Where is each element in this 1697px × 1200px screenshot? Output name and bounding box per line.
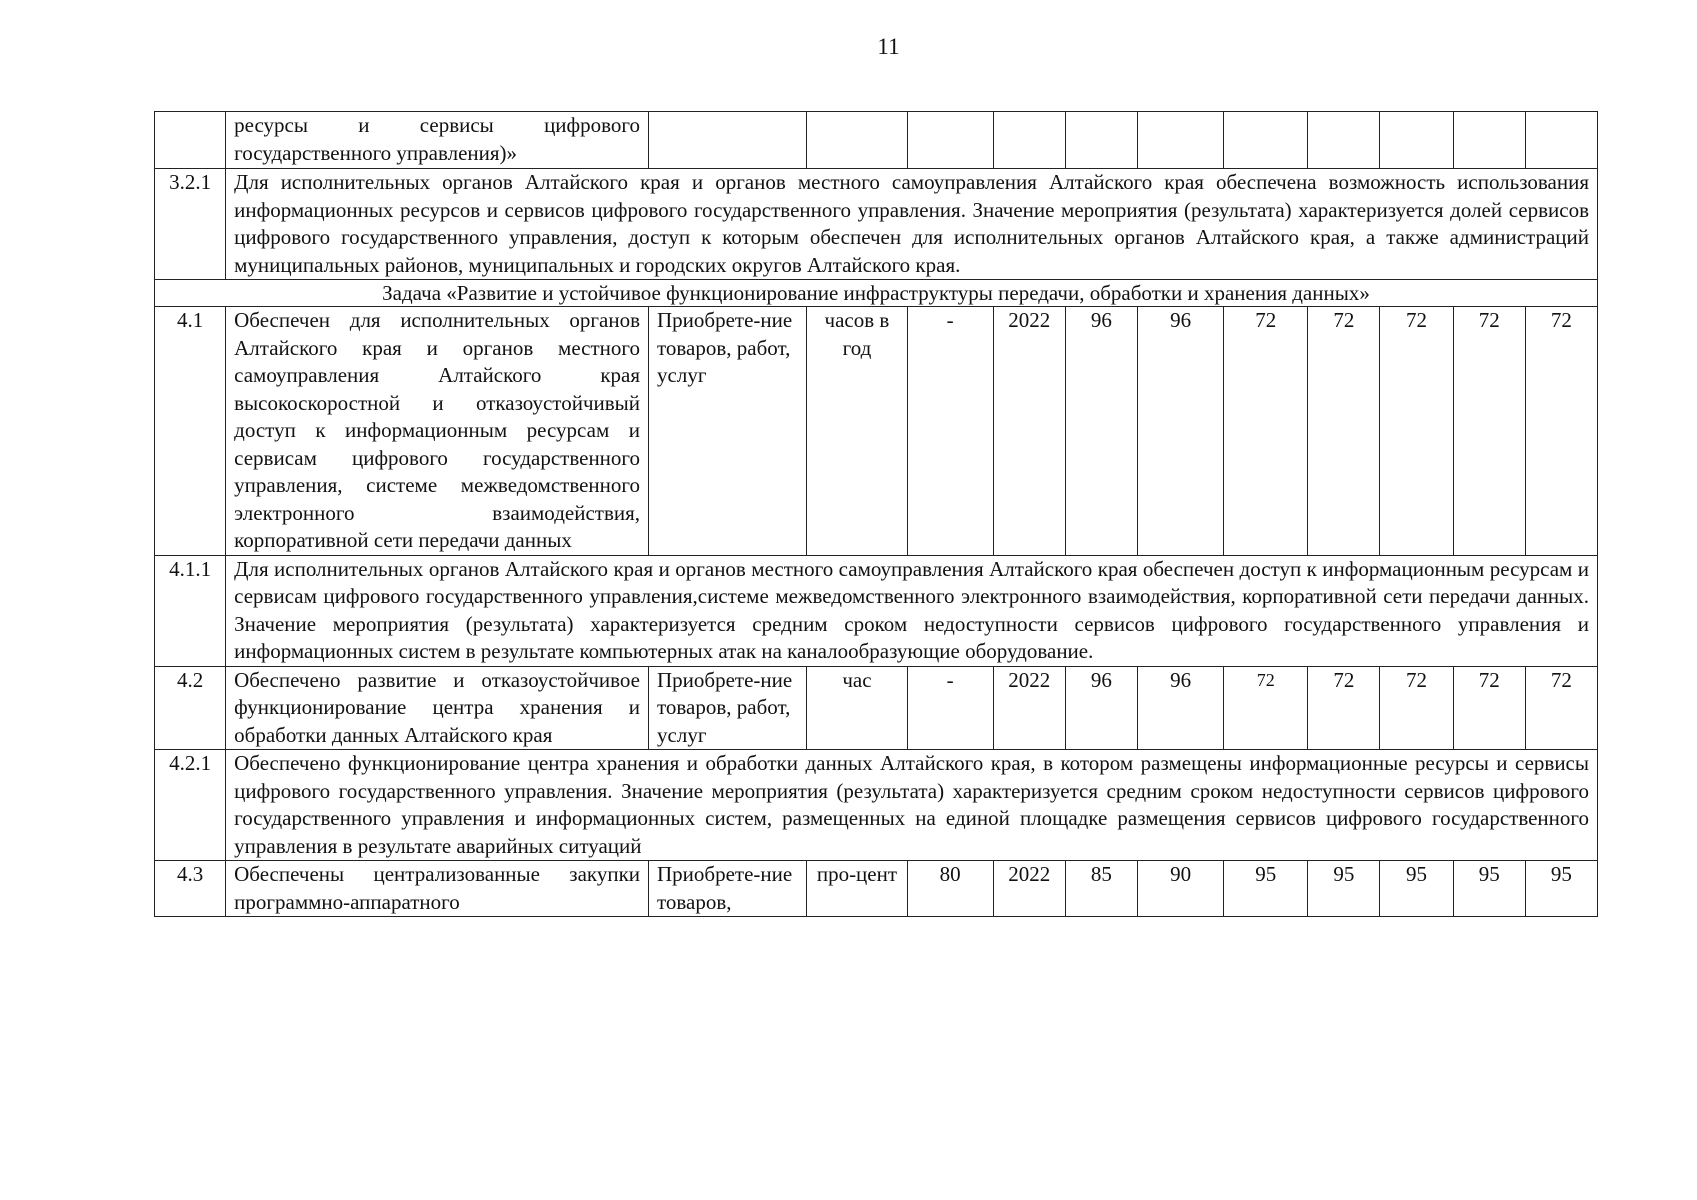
- row-name: Обеспечено развитие и отказоустойчивое функционирование центра хранения и обработки данных Алтайского края: [226, 666, 649, 750]
- table-row: [155, 112, 1598, 169]
- row-type: Приобрете-ние товаров,: [649, 861, 807, 917]
- row-value: [1380, 112, 1453, 169]
- row-value: 95: [1224, 861, 1308, 917]
- row-value: 72: [1308, 307, 1380, 556]
- row-value: 96: [1065, 307, 1137, 556]
- row-value: [1453, 112, 1525, 169]
- row-number: 4.2: [155, 666, 226, 750]
- row-unit: час: [807, 666, 907, 750]
- row-base-value: -: [907, 666, 993, 750]
- table-row: [155, 861, 1598, 917]
- row-value: 72: [1525, 307, 1597, 556]
- row-value: [1065, 112, 1137, 169]
- row-value: 95: [1380, 861, 1453, 917]
- row-number: 4.3: [155, 861, 226, 917]
- row-number: 4.1.1: [155, 555, 226, 666]
- row-value: 96: [1138, 307, 1224, 556]
- row-name: ресурсы и сервисы цифрового государственного управления)»: [226, 112, 649, 169]
- row-value: 85: [1065, 861, 1137, 917]
- row-value: 72: [1380, 666, 1453, 750]
- row-value: 72: [1525, 666, 1597, 750]
- program-results-table: [154, 111, 1598, 917]
- page-number: 11: [877, 34, 900, 59]
- row-value: 95: [1525, 861, 1597, 917]
- row-number: [155, 112, 226, 169]
- row-name: Обеспечены централизованные закупки программно-аппаратного: [226, 861, 649, 917]
- row-number: 4.1: [155, 307, 226, 556]
- row-base-year: 2022: [993, 307, 1065, 556]
- result-description: Для исполнительных органов Алтайского края и органов местного самоуправления Алтайского края обеспечен доступ к информационным ресурсам и сервисам цифрового государственного управления,системе межведомственного электронного взаимодействия, корпоративной сети передачи данных. Значение мероприятия (результата) характеризуется средним сроком недоступности сервисов цифрового государственного управления и информационных систем в результате компьютерных атак на каналообразующие оборудование.: [226, 555, 1598, 666]
- row-value: 90: [1138, 861, 1224, 917]
- row-base-year: 2022: [993, 666, 1065, 750]
- task-heading: Задача «Развитие и устойчивое функционирование инфраструктуры передачи, обработки и хранения данных»: [155, 280, 1598, 307]
- row-value: [1138, 112, 1224, 169]
- table-row: [155, 750, 1598, 861]
- row-base-year: [993, 112, 1065, 169]
- row-type: Приобрете-ние товаров, работ, услуг: [649, 666, 807, 750]
- row-value: 72: [1453, 666, 1525, 750]
- row-value: 95: [1453, 861, 1525, 917]
- row-base-value: [907, 112, 993, 169]
- row-unit: часов в год: [807, 307, 907, 556]
- row-base-value: 80: [907, 861, 993, 917]
- result-description: Для исполнительных органов Алтайского края и органов местного самоуправления Алтайского края обеспечена возможность использования информационных ресурсов и сервисов цифрового государственного управления. Значение мероприятия (результата) характеризуется долей сервисов цифрового государственного управления, доступ к которым обеспечен для исполнительных органов Алтайского края, а также администраций муниципальных районов, муниципальных и городских округов Алтайского края.: [226, 169, 1598, 280]
- row-value: 72: [1308, 666, 1380, 750]
- row-value: 96: [1138, 666, 1224, 750]
- row-value: [1224, 112, 1308, 169]
- table-row: [155, 666, 1598, 750]
- row-unit: про-цент: [807, 861, 907, 917]
- row-value: 95: [1308, 861, 1380, 917]
- table-row: [155, 169, 1598, 280]
- row-base-value: -: [907, 307, 993, 556]
- table-row: [155, 555, 1598, 666]
- row-value: 72: [1453, 307, 1525, 556]
- row-name: Обеспечен для исполнительных органов Алтайского края и органов местного самоуправления Алтайского края высокоскоростной и отказоустойчивый доступ к информационным ресурсам и сервисам цифрового государственного управления, системе межведомственного электронного взаимодействия, корпоративной сети передачи данных: [226, 307, 649, 556]
- row-number: 4.2.1: [155, 750, 226, 861]
- row-value: 72: [1380, 307, 1453, 556]
- row-type: [649, 112, 807, 169]
- row-value: [1308, 112, 1380, 169]
- row-value: 96: [1065, 666, 1137, 750]
- row-unit: [807, 112, 907, 169]
- row-value: [1525, 112, 1597, 169]
- table-row: [155, 307, 1598, 556]
- row-value: 72: [1224, 307, 1308, 556]
- task-row: [155, 280, 1598, 307]
- row-type: Приобрете-ние товаров, работ, услуг: [649, 307, 807, 556]
- row-number: 3.2.1: [155, 169, 226, 280]
- row-value: 72: [1224, 666, 1308, 750]
- result-description: Обеспечено функционирование центра хранения и обработки данных Алтайского края, в котором размещены информационные ресурсы и сервисы цифрового государственного управления. Значение мероприятия (результата) характеризуется средним сроком недоступности сервисов цифрового государственного управления и информационных систем, размещенных на единой площадке размещения сервисов цифрового государственного управления в результате аварийных ситуаций: [226, 750, 1598, 861]
- row-base-year: 2022: [993, 861, 1065, 917]
